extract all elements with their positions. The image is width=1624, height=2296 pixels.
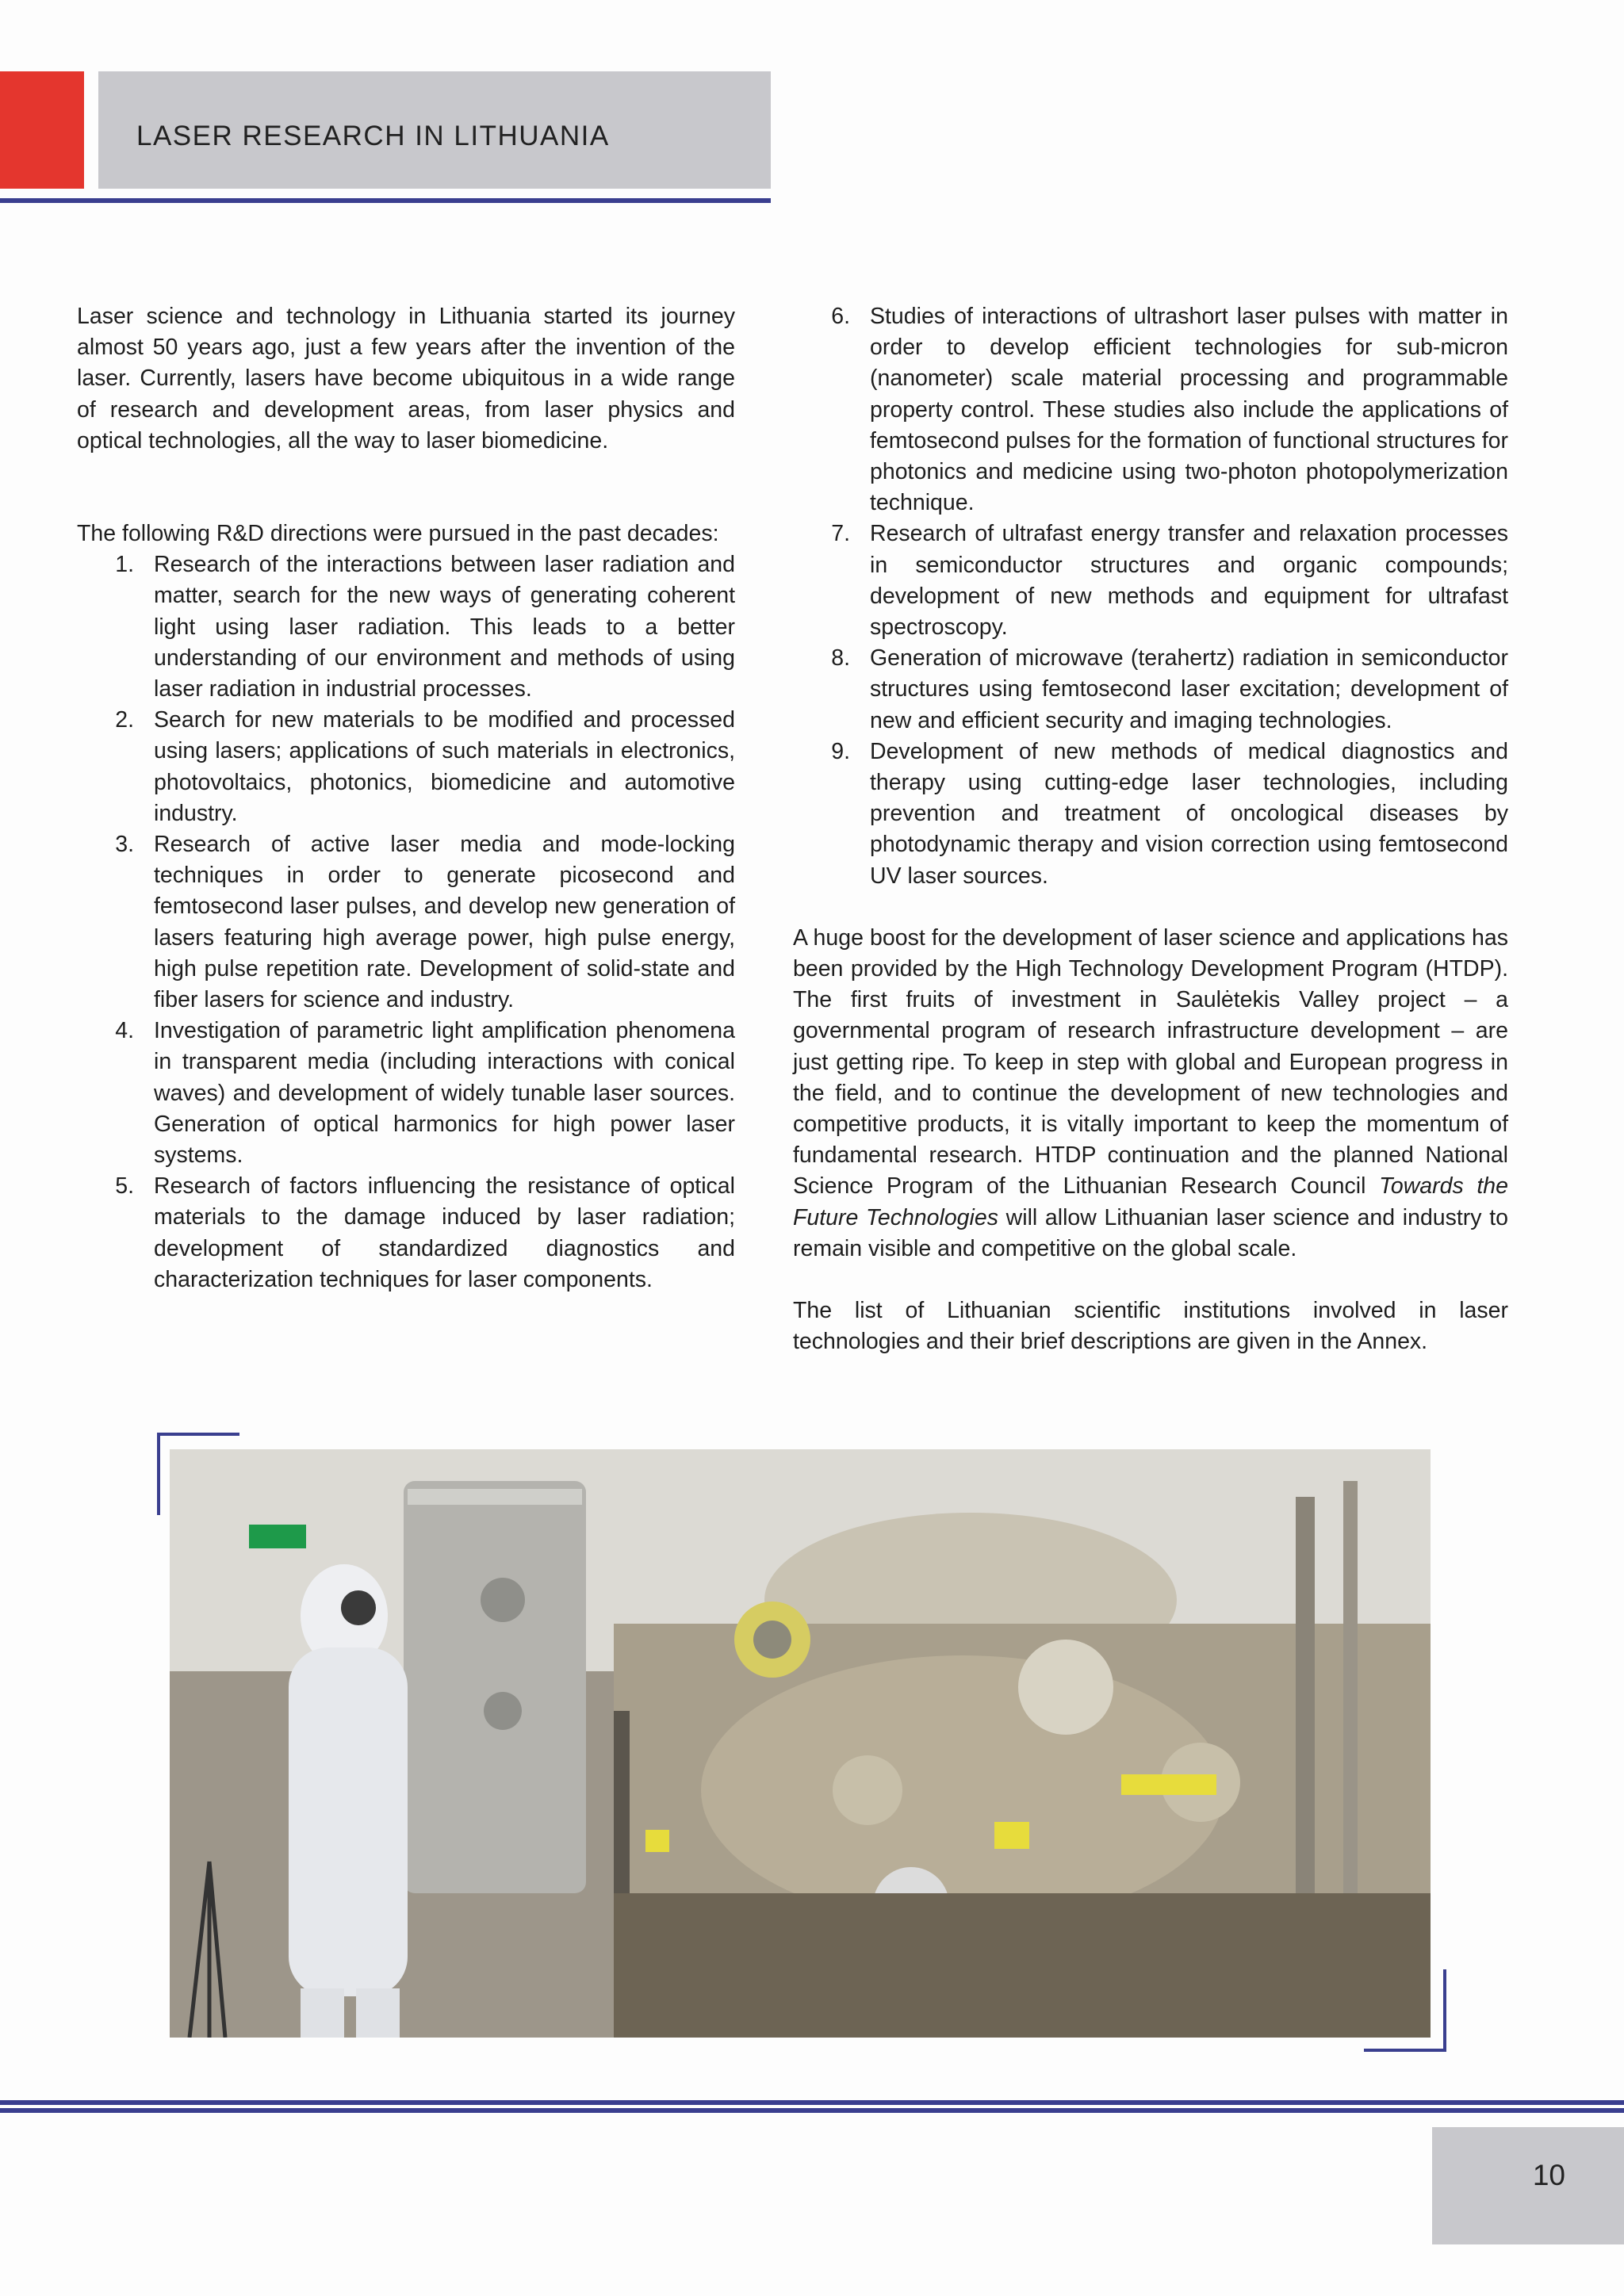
list-item (77, 829, 735, 1016)
lab-photo (170, 1449, 1431, 2038)
list-item (793, 519, 1508, 643)
list-number: 8. (831, 645, 850, 672)
list-text: Investigation of parametric light amplification phenomena in transparent media (including interactions with conical waves) and development of widely tunable laser sources. Generation of optical harmonics for high power laser systems. (154, 1018, 735, 1169)
list-text: Studies of interactions of ultrashort laser pulses with matter in order to develop efficient technologies for sub-micron (nanometer) scale material processing and programmable property control. These studies also include the applications of femtosecond pulses for the formation of functional structures for photonics and medicine using two-photon photopolymerization technique. (870, 304, 1508, 516)
left-column (77, 301, 735, 1295)
page-header-title: LASER RESEARCH IN LITHUANIA (136, 121, 610, 151)
annex-paragraph: The list of Lithuanian scientific institutions involved in laser technologies and their brief descriptions are given in the Annex. (793, 1298, 1508, 1355)
htdp-paragraph (793, 923, 1508, 1265)
list-text: Research of factors influencing the resistance of optical materials to the damage induced by laser radiation; development of standardized diagnostics and characterization techniques for laser components. (154, 1173, 735, 1292)
program-title: Towards the Future Technologies (793, 1173, 1508, 1230)
htdp-text-before: A huge boost for the development of laser science and applications has been provided by the High Technology Development Program (HTDP). The first fruits of investment in Saulėtekis Valley project – a governmental program of research infrastructure development – are just getting ripe. To keep in step with global and European progress in the field, and to continue the development of new technologies and competitive products, it is vitally important to keep the momentum of fundamental research. HTDP continuation and the planned National Science Program of the Lithuanian Research Council (793, 924, 1508, 1200)
list-item (793, 737, 1508, 892)
intro-paragraph: Laser science and technology in Lithuania started its journey almost 50 years ago, just a few years after the invention of the laser. Currently, lasers have become ubiquitous in a wide range of research and development areas, from laser physics and optical technologies, all the way to laser biomedicine. (77, 304, 735, 453)
list-number: 5. (115, 1173, 134, 1200)
list-text: Search for new materials to be modified and processed using lasers; applications of such materials in electronics, photovoltaics, photonics, biomedicine and automotive industry. (154, 707, 735, 826)
page-number: 10 (1532, 2159, 1565, 2191)
list-text: Development of new methods of medical diagnostics and therapy using cutting-edge laser technologies, including prevention and treatment of oncological diseases by photodynamic therapy and vision correction using femtosecond UV laser sources. (870, 738, 1508, 889)
header-rule (0, 198, 771, 203)
photo-frame-corner (157, 1433, 160, 1515)
list-text: Research of active laser media and mode-locking techniques in order to generate picosecond and femtosecond laser pulses, and develop new generation of lasers featuring high average power, high pulse energy, high pulse repetition rate. Development of solid-state and fiber lasers for science and industry. (154, 832, 735, 1013)
footer-rule (0, 2100, 1624, 2105)
footer-rule (0, 2108, 1624, 2113)
list-text: Research of the interactions between laser radiation and matter, search for the new ways of generating coherent light using laser radiation. This leads to a better understanding of our environment and methods of using laser radiation in industrial processes. (154, 552, 735, 702)
header-red-block (0, 71, 84, 189)
list-text: Research of ultrafast energy transfer and relaxation processes in semiconductor structures and organic compounds; development of new methods and equipment for ultrafast spectroscopy. (870, 521, 1508, 641)
directions-list-right (793, 301, 1508, 892)
directions-list-left (77, 549, 735, 1295)
list-item (793, 643, 1508, 737)
htdp-text-after: will allow Lithuanian laser science and industry to remain visible and competitive on the global scale. (793, 1204, 1509, 1261)
list-number: 1. (115, 552, 134, 578)
list-number: 7. (831, 521, 850, 547)
list-item (77, 1171, 735, 1295)
directions-intro: The following R&D directions were pursued in the past decades: (77, 521, 719, 547)
list-number: 3. (115, 832, 134, 858)
list-item (793, 301, 1508, 519)
list-item (77, 1016, 735, 1171)
list-number: 2. (115, 707, 134, 733)
list-number: 6. (831, 304, 850, 329)
list-text: Generation of microwave (terahertz) radiation in semiconductor structures using femtosecond laser excitation; development of new and efficient security and imaging technologies. (870, 645, 1508, 733)
list-number: 9. (831, 738, 850, 764)
photo-frame-corner (1364, 2049, 1446, 2052)
photo-frame-corner (157, 1433, 239, 1436)
photo-frame-corner (1443, 1969, 1446, 2052)
list-item (77, 549, 735, 705)
list-number: 4. (115, 1018, 134, 1044)
list-item (77, 705, 735, 829)
right-column (793, 301, 1508, 1358)
